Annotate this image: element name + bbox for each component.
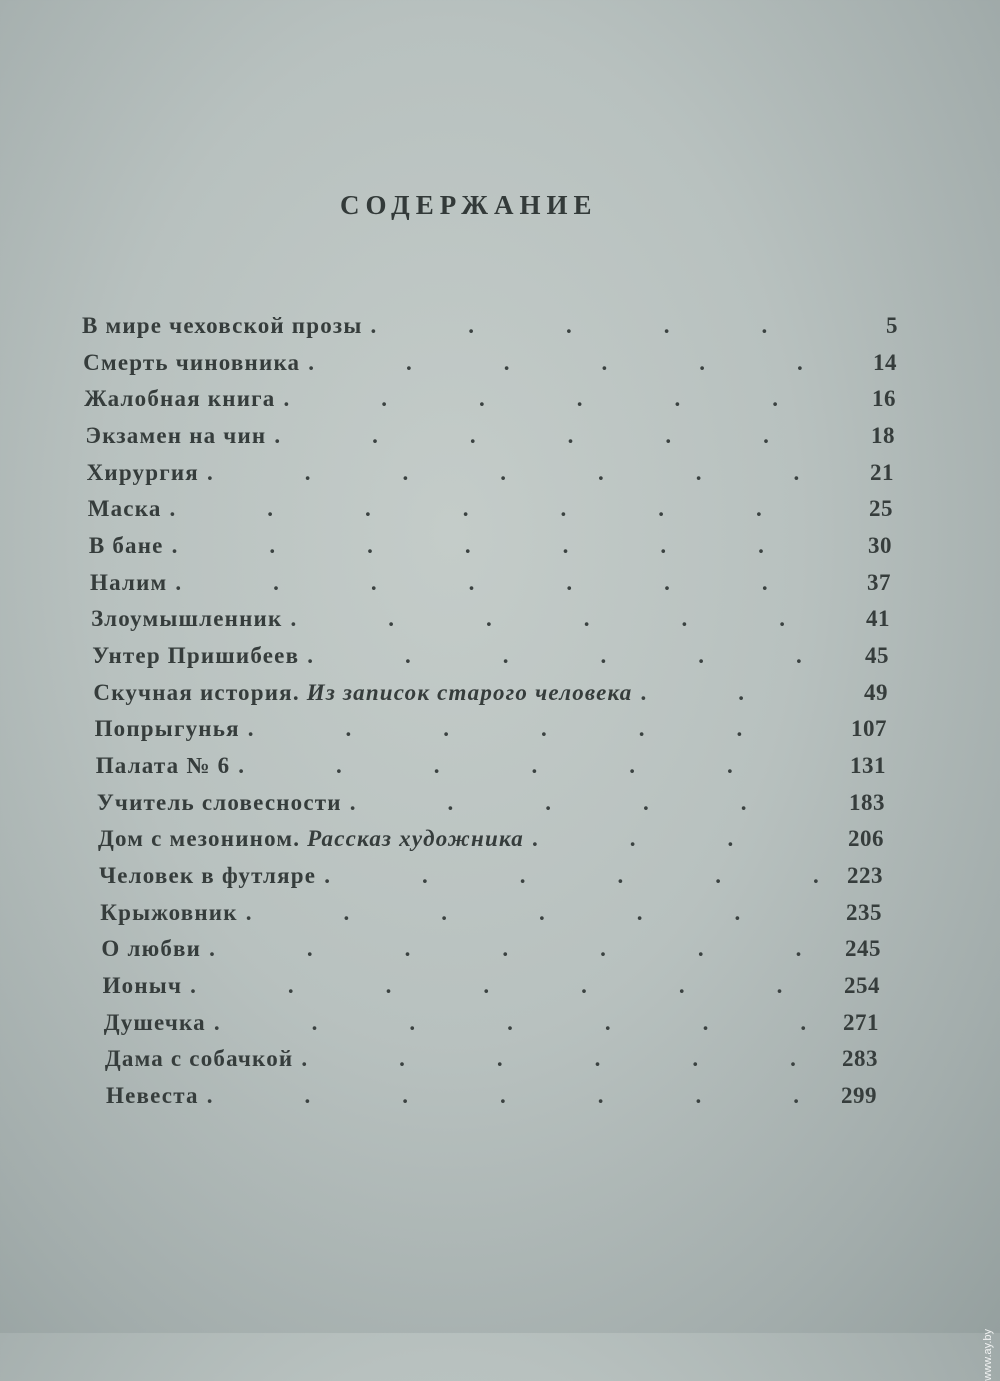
toc-entry [93,680,888,712]
toc-entry-title [89,533,164,559]
toc-entry-title-text: Крыжовник [100,899,238,925]
toc-entry [97,790,885,822]
toc-entry [89,533,892,565]
toc-entry-title-text: В бане [88,533,164,558]
toc-entry-page-number: 235 [845,899,882,925]
toc-entry [99,863,883,895]
toc-entry-page-number: 25 [868,496,893,522]
toc-entry-title [93,680,632,706]
toc-entry-title [96,753,231,779]
toc-entry [90,570,891,602]
toc-dot-leader [524,826,822,852]
toc-dot-leader [293,1046,816,1072]
toc-entry-page-number: 107 [850,716,887,742]
toc-entry [84,386,896,418]
table-of-contents [0,313,1000,1113]
toc-entry-title-text: Маска [87,496,162,522]
toc-entry [100,900,882,932]
toc-entry-title-text: Душечка [103,1009,206,1035]
toc-entry-title [87,460,199,486]
toc-entry [105,1046,878,1078]
toc-entry-page-number: 245 [844,936,881,962]
toc-entry-page-number: 131 [849,753,886,778]
toc-entry-title-text: Налим [90,569,168,595]
toc-dot-leader [201,936,819,962]
toc-entry-title [100,900,237,926]
toc-entry-title-text: Смерть чиновника [83,349,301,375]
toc-dot-leader [238,900,820,926]
toc-entry-title [97,790,342,816]
toc-entry-title-text: Унтер Пришибеев [92,643,300,668]
toc-entry-page-number: 41 [865,606,890,632]
toc-entry-title-text: Экзамен на чин [85,423,267,448]
toc-dot-leader [182,973,818,999]
toc-entry-page-number: 283 [841,1046,878,1072]
toc-dot-leader [199,460,832,486]
toc-entry [103,973,880,1005]
toc-entry-page-number: 5 [886,313,898,338]
toc-entry [95,716,887,748]
toc-dot-leader [342,790,823,816]
toc-dot-leader [206,1010,817,1036]
toc-entry-page-number: 45 [864,643,889,668]
toc-entry [87,460,894,492]
toc-entry [92,643,889,675]
toc-entry-title-text: Палата № 6 [95,753,231,778]
toc-entry-title [101,936,201,962]
toc-entry [85,423,895,455]
toc-entry-title [82,313,363,339]
toc-entry-title-text: Дама с собачкой [104,1046,294,1072]
toc-entry-page-number: 254 [843,973,880,998]
toc-entry-page-number: 30 [867,533,892,558]
toc-dot-leader [363,313,836,339]
toc-entry-title-text: О любви [101,936,202,962]
toc-entry-page-number: 271 [842,1009,879,1035]
toc-entry-page-number: 21 [869,459,894,485]
toc-entry-title [92,643,299,669]
toc-entry [104,1010,879,1042]
toc-entry-title [91,606,282,632]
toc-entry-title-text: Человек в футляре [99,863,317,888]
toc-entry-title [85,423,266,449]
toc-entry-title-text: Невеста [106,1083,199,1108]
toc-entry-title-text: Попрыгунья [94,716,240,742]
toc-entry [82,313,898,345]
toc-entry-title [103,973,183,999]
toc-entry-title [88,496,162,522]
toc-entry-title [98,826,524,852]
toc-dot-leader [316,863,821,889]
toc-entry [91,606,890,638]
toc-dot-leader [199,1083,815,1109]
toc-entry-page-number: 16 [871,386,896,412]
toc-entry-page-number: 299 [841,1083,877,1108]
toc-dot-leader [162,496,831,522]
toc-entry-title-text: Скучная история. [93,679,300,705]
toc-entry-title [106,1083,199,1109]
toc-entry-title-text: Учитель словесности [96,789,342,815]
toc-entry-page-number: 206 [848,826,884,852]
toc-dot-leader [266,423,833,449]
toc-dot-leader [230,753,824,779]
toc-entry [96,753,886,785]
toc-entry-title-text: Жалобная книга [84,386,276,412]
page-title: СОДЕРЖАНИЕ [340,190,598,220]
toc-dot-leader [300,350,835,376]
toc-entry-subtitle: Рассказ художника [307,826,524,852]
toc-entry-page-number: 37 [867,569,891,595]
toc-entry-page-number: 183 [848,789,885,815]
toc-entry-title [90,570,167,596]
toc-entry-title-text: Дом с мезонином. [98,826,301,852]
toc-entry-page-number: 18 [870,423,895,448]
toc-entry-title [95,716,240,742]
toc-dot-leader [299,643,827,669]
toc-entry-title-text: Злоумышленник [91,606,283,632]
toc-entry-title [99,863,316,889]
site-watermark: www.ay.by [982,1329,994,1381]
toc-entry-page-number: 223 [846,863,883,888]
toc-entry-title [83,350,300,376]
toc-entry-page-number: 14 [872,349,897,375]
toc-dot-leader [240,716,825,742]
toc-entry [83,350,897,382]
toc-dot-leader [164,533,830,559]
toc-entry-title [105,1046,294,1072]
toc-entry-title-text: В мире чеховской прозы [82,313,363,338]
toc-entry-title-text: Ионыч [102,973,183,998]
toc-entry-page-number: 49 [863,679,888,705]
toc-dot-leader [282,606,828,632]
toc-entry-title [104,1010,206,1036]
toc-entry-title-text: Хирургия [86,459,199,485]
toc-dot-leader [276,386,834,412]
toc-entry-title [84,386,275,412]
toc-dot-leader [167,570,829,596]
toc-dot-leader [633,680,826,706]
toc-entry [106,1083,877,1115]
toc-entry [98,826,884,858]
toc-entry [101,936,881,968]
toc-entry [88,496,893,528]
toc-entry-subtitle: Из записок старого человека [306,679,633,705]
